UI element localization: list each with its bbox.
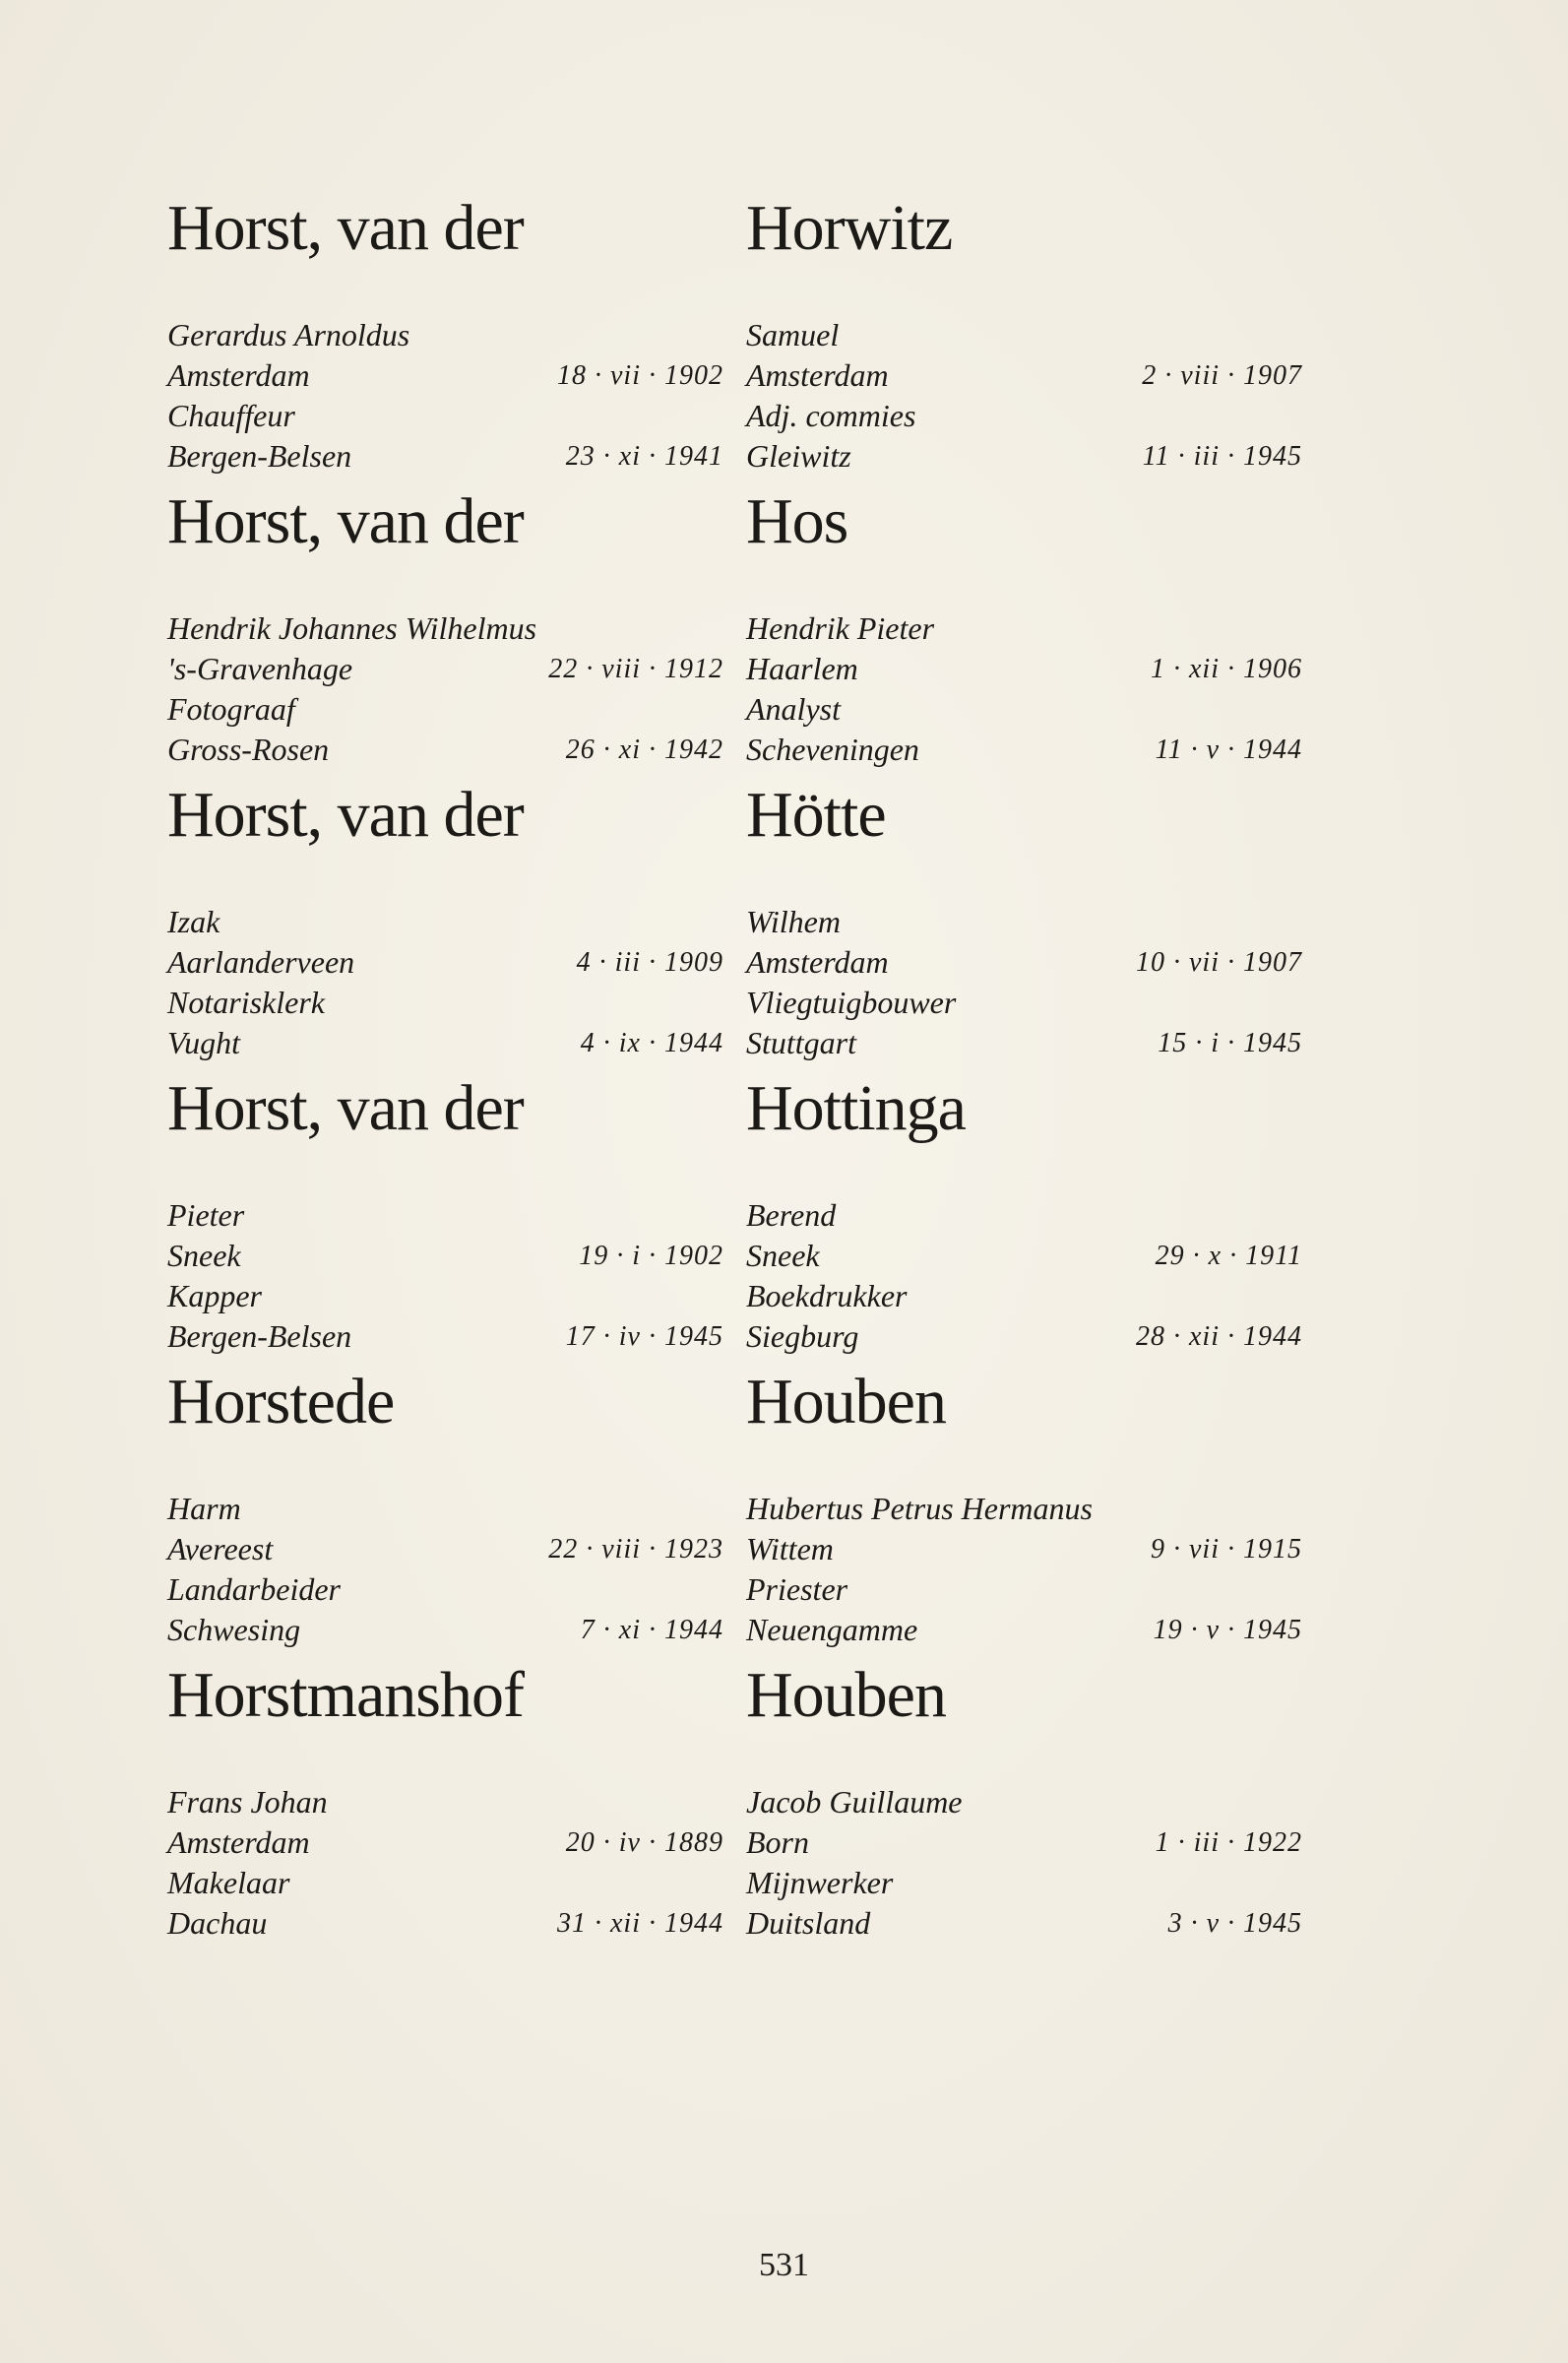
death-line — [167, 1023, 723, 1063]
death-line — [167, 1903, 723, 1944]
given-names: Jacob Guillaume — [746, 1784, 963, 1820]
birthdate: 20 · iv · 1889 — [565, 1827, 723, 1858]
occupation: Vliegtuigbouwer — [746, 985, 957, 1020]
death-date: 11 · v · 1944 — [1155, 734, 1302, 765]
occupation: Fotograaf — [167, 691, 295, 727]
entry — [746, 1363, 1302, 1656]
birth-line — [746, 355, 1302, 396]
birthdate: 19 · i · 1902 — [579, 1241, 723, 1271]
death-place: Siegburg — [746, 1318, 859, 1354]
death-place: Schwesing — [167, 1612, 301, 1647]
entry — [746, 189, 1302, 482]
surname: Horst, van der — [167, 485, 524, 557]
given-names: Wilhem — [746, 904, 841, 939]
occupation: Adj. commies — [746, 398, 916, 433]
surname: Hötte — [746, 779, 886, 851]
given-names: Gerardus Arnoldus — [167, 317, 410, 352]
birthdate: 22 · viii · 1923 — [548, 1534, 723, 1565]
birthdate: 4 · iii · 1909 — [576, 947, 723, 978]
death-place: Dachau — [167, 1905, 268, 1941]
entry — [746, 482, 1302, 776]
occupation: Boekdrukker — [746, 1278, 908, 1313]
birthplace: Aarlanderveen — [167, 944, 355, 980]
given-names: Frans Johan — [167, 1784, 328, 1820]
birthdate: 1 · xii · 1906 — [1151, 654, 1302, 684]
surname: Hos — [746, 485, 848, 557]
birth-line — [167, 1529, 723, 1569]
death-date: 4 · ix · 1944 — [580, 1028, 723, 1058]
death-place: Scheveningen — [746, 732, 919, 767]
death-line — [167, 730, 723, 770]
right-column — [746, 189, 1302, 1949]
surname: Horstmanshof — [167, 1659, 524, 1731]
surname: Horwitz — [746, 192, 953, 264]
birth-line — [167, 355, 723, 396]
birth-line — [746, 1236, 1302, 1276]
entry — [167, 776, 723, 1069]
birth-line — [167, 1236, 723, 1276]
birthplace: Amsterdam — [746, 357, 889, 393]
birth-line — [746, 649, 1302, 689]
death-date: 31 · xii · 1944 — [557, 1908, 723, 1939]
occupation: Priester — [746, 1571, 848, 1607]
death-line — [746, 436, 1302, 477]
occupation: Makelaar — [167, 1865, 290, 1900]
death-place: Gleiwitz — [746, 438, 851, 474]
given-names: Samuel — [746, 317, 840, 352]
birthplace: Wittem — [746, 1531, 834, 1566]
death-date: 17 · iv · 1945 — [565, 1321, 723, 1352]
death-date: 15 · i · 1945 — [1158, 1028, 1302, 1058]
birthplace: Born — [746, 1824, 809, 1860]
birth-line — [167, 649, 723, 689]
birthdate: 29 · x · 1911 — [1155, 1241, 1302, 1271]
given-names: Hendrik Pieter — [746, 610, 935, 646]
birthplace: Sneek — [167, 1238, 241, 1273]
death-date: 26 · xi · 1942 — [565, 734, 723, 765]
surname: Hottinga — [746, 1072, 966, 1144]
death-date: 11 · iii · 1945 — [1142, 441, 1302, 472]
occupation: Analyst — [746, 691, 841, 727]
surname: Horst, van der — [167, 192, 524, 264]
birthplace: Amsterdam — [167, 1824, 310, 1860]
birth-line — [167, 942, 723, 983]
entry — [167, 1656, 723, 1949]
death-line — [167, 1316, 723, 1357]
death-line — [746, 1023, 1302, 1063]
occupation: Chauffeur — [167, 398, 295, 433]
surname: Houben — [746, 1366, 946, 1437]
death-place: Neuengamme — [746, 1612, 918, 1647]
surname: Horst, van der — [167, 779, 524, 851]
given-names: Pieter — [167, 1197, 245, 1233]
entry — [167, 482, 723, 776]
birth-line — [746, 1529, 1302, 1569]
birth-line — [746, 942, 1302, 983]
left-column — [167, 189, 723, 1949]
death-line — [746, 730, 1302, 770]
given-names: Hubertus Petrus Hermanus — [746, 1491, 1093, 1526]
entry — [167, 189, 723, 482]
birthdate: 9 · vii · 1915 — [1151, 1534, 1302, 1565]
death-date: 7 · xi · 1944 — [580, 1615, 723, 1645]
given-names: Berend — [746, 1197, 837, 1233]
birthdate: 1 · iii · 1922 — [1155, 1827, 1302, 1858]
death-line — [167, 1610, 723, 1650]
entry — [746, 1069, 1302, 1363]
death-place: Stuttgart — [746, 1025, 857, 1060]
entry — [167, 1069, 723, 1363]
death-line — [746, 1316, 1302, 1357]
death-place: Bergen-Belsen — [167, 438, 352, 474]
death-date: 3 · v · 1945 — [1167, 1908, 1302, 1939]
birth-line — [167, 1822, 723, 1863]
given-names: Izak — [167, 904, 220, 939]
occupation: Landarbeider — [167, 1571, 341, 1607]
birth-line — [746, 1822, 1302, 1863]
death-place: Bergen-Belsen — [167, 1318, 352, 1354]
birthplace: Amsterdam — [746, 944, 889, 980]
given-names: Harm — [167, 1491, 241, 1526]
occupation: Mijnwerker — [746, 1865, 894, 1900]
occupation: Notarisklerk — [167, 985, 325, 1020]
death-date: 28 · xii · 1944 — [1136, 1321, 1302, 1352]
birthdate: 22 · viii · 1912 — [548, 654, 723, 684]
surname: Horstede — [167, 1366, 395, 1437]
birthplace: Sneek — [746, 1238, 820, 1273]
death-place: Vught — [167, 1025, 241, 1060]
entry — [746, 1656, 1302, 1949]
entry — [167, 1363, 723, 1656]
death-line — [746, 1610, 1302, 1650]
entry — [746, 776, 1302, 1069]
death-place: Gross-Rosen — [167, 732, 330, 767]
birthdate: 18 · vii · 1902 — [557, 360, 723, 391]
surname: Horst, van der — [167, 1072, 524, 1144]
death-date: 23 · xi · 1941 — [565, 441, 723, 472]
birthplace: Avereest — [167, 1531, 274, 1566]
birthdate: 10 · vii · 1907 — [1136, 947, 1302, 978]
birthplace: Amsterdam — [167, 357, 310, 393]
page-number: 531 — [759, 2247, 809, 2283]
death-date: 19 · v · 1945 — [1153, 1615, 1302, 1645]
given-names: Hendrik Johannes Wilhelmus — [167, 610, 537, 646]
death-place: Duitsland — [746, 1905, 871, 1941]
death-line — [167, 436, 723, 477]
surname: Houben — [746, 1659, 946, 1731]
occupation: Kapper — [167, 1278, 262, 1313]
death-line — [746, 1903, 1302, 1944]
birthplace: Haarlem — [746, 651, 858, 686]
birthplace: 's-Gravenhage — [167, 651, 353, 686]
birthdate: 2 · viii · 1907 — [1142, 360, 1302, 391]
